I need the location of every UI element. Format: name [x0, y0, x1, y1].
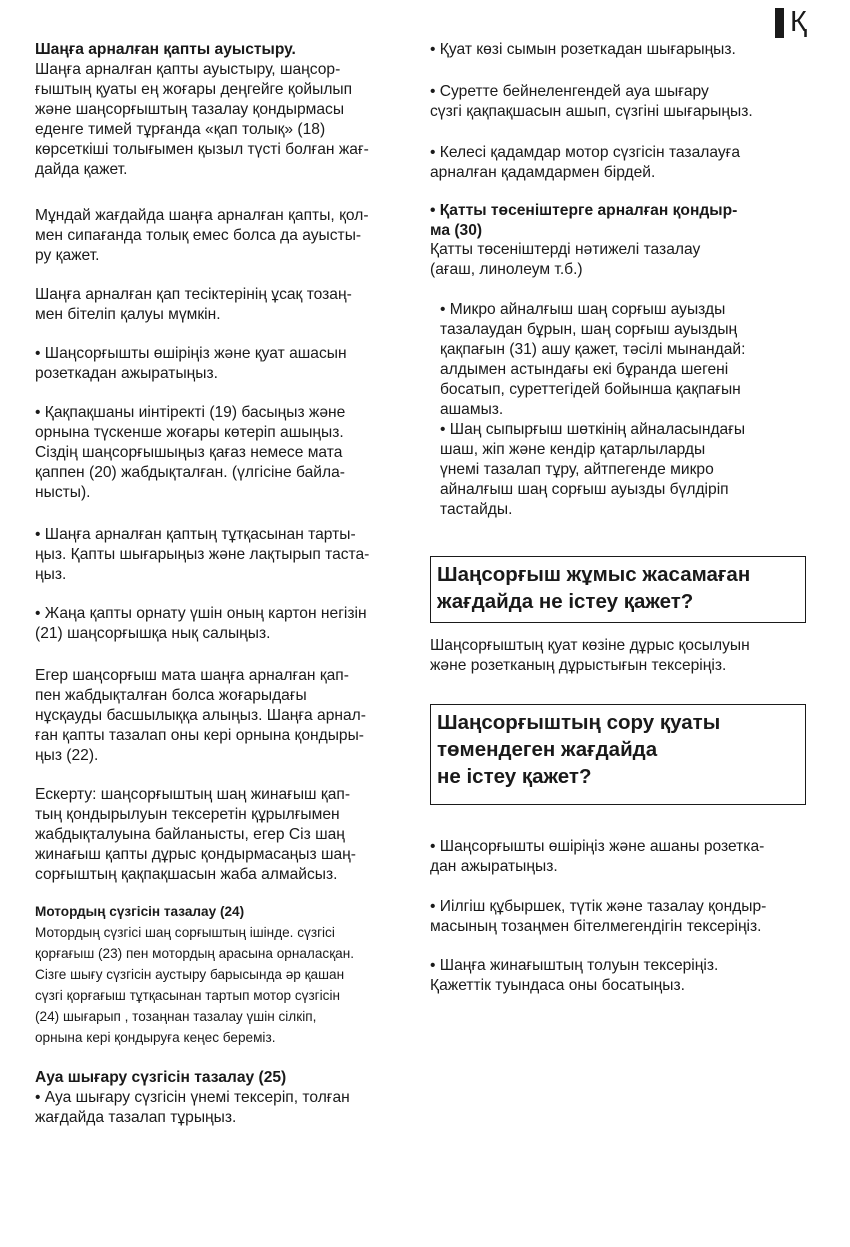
text-line: Шаңсорғыштың сору қуаты	[437, 711, 721, 734]
exhaust-filter-text	[35, 1088, 418, 1128]
text-line: ңыз (22).	[35, 747, 99, 764]
exhaust-filter-title: Ауа шығару сүзгісін тазалау (25)	[35, 1069, 287, 1086]
text-line: ашамыз.	[440, 401, 504, 418]
text-line: жабдықталуына байланысты, егер Сіз шаң	[35, 826, 345, 843]
text-line: • Шаңсорғышты өшіріңіз және ашаны розетка-	[430, 838, 765, 855]
text-line: • Суретте бейнеленгендей ауа шығару	[430, 83, 709, 100]
text-line: айналғыш шаң сорғыш ауызды бүлдіріп	[440, 481, 729, 498]
text-line: ма (30)	[430, 222, 483, 239]
text-line: төмендеген жағдайда	[437, 738, 658, 761]
low-suction-step-check-bag	[430, 956, 816, 996]
step-insert-new-bag	[35, 604, 418, 644]
text-line: ңыз. Қапты шығарыңыз және лақтырып таста-	[35, 546, 370, 563]
text-line: Егер шаңсорғыш мата шаңға арналған қап-	[35, 667, 349, 684]
text-line: алдымен астындағы екі бұранда шегені	[440, 361, 729, 378]
text-line: розеткадан ажыратыңыз.	[35, 365, 218, 382]
text-line: Шаңға арналған қап тесіктерінің ұсақ тозаң-	[35, 286, 352, 303]
text-line: тың қондырылуын тексеретін құрылғымен	[35, 806, 340, 823]
text-line: ңыз.	[35, 566, 67, 583]
text-line: дан ажыратыңыз.	[430, 858, 558, 875]
language-mark: Қ	[790, 6, 807, 38]
text-line: нұсқауды басшылыққа алыңыз. Шаңға арнал-	[35, 707, 366, 724]
open-exhaust-cover-step	[430, 82, 816, 122]
low-suction-step-switch-off	[430, 837, 816, 877]
motor-filter-title: Мотордың сүзгісін тазалау (24)	[35, 904, 245, 919]
text-line: сорғыштың қақпақшасын жаба алмайсыз.	[35, 866, 338, 883]
step-switch-off	[35, 344, 418, 384]
bag-replacement-title: Шаңға арналған қапты ауыстыру.	[35, 41, 296, 58]
text-line: орнына түскенше жоғары көтеріп ашыңыз.	[35, 424, 344, 441]
text-line: масының тозаңмен бітелмегендігін тексеріңіз.	[430, 918, 762, 935]
text-line: нысты).	[35, 484, 91, 501]
text-line: Мотордың сүзгісі шаң сорғыштың ішінде. сүзгісі	[35, 925, 335, 940]
hard-floor-nozzle-title	[430, 201, 816, 241]
bag-pores-clogged	[35, 285, 418, 325]
low-suction-heading-box	[430, 704, 806, 805]
text-line: • Шаң сыпырғыш шөткінің айналасындағы	[440, 421, 746, 438]
text-line: • Ауа шығару сүзгісін үнемі тексеріп, толған	[35, 1089, 350, 1106]
text-line: орнына кері қондыруға кеңес береміз.	[35, 1030, 276, 1045]
text-line: сүзгі қорғағыш тұтқасынан тартып мотор сүзгісін	[35, 988, 340, 1003]
text-line: • Жаңа қапты орнату үшін оның картон негізін	[35, 605, 367, 622]
text-line: үнемі тазалап тұру, айтпегенде микро	[440, 461, 714, 478]
text-line: мен сипағанда толық емес болса да ауысты-	[35, 227, 362, 244]
text-line: мен бітеліп қалуы мүмкін.	[35, 306, 221, 323]
text-line: тастайды.	[440, 501, 513, 518]
text-line: пен жабдықталған болса жоғарыдағы	[35, 687, 307, 704]
text-line: босатып, суреттегідей бойынша қақпағын	[440, 381, 741, 398]
text-line: және шаңсорғыштың тазалау қондырмасы	[35, 101, 345, 118]
step-remove-bag	[35, 525, 418, 585]
text-line: жағдайда тазалап тұрыңыз.	[35, 1109, 237, 1126]
text-line: • Қақпақшаны иінтіректі (19) басыңыз және	[35, 404, 346, 421]
text-line: Ескерту: шаңсорғыштың шаң жинағыш қап-	[35, 786, 351, 803]
section-tab-bar	[775, 8, 784, 38]
text-line: Сізге шығу сүзгісін аустыру барысында әр қашан	[35, 967, 345, 982]
unplug-step: • Қуат көзі сымын розеткадан шығарыңыз.	[430, 41, 736, 58]
bag-intro-paragraph	[35, 60, 418, 180]
text-line: • Қатты төсеніштерге арналған қондыр-	[430, 202, 738, 219]
micro-nozzle-open-cover	[430, 300, 816, 420]
text-line: және розетканың дұрыстығын тексеріңіз.	[430, 657, 727, 674]
text-line: не істеу қажет?	[437, 765, 592, 788]
text-line: шаш, жіп және кендір қатарлыларды	[440, 441, 706, 458]
text-line: (24) шығарып , тозаңнан тазалау үшін сілкіп,	[35, 1009, 317, 1024]
text-line: Мұндай жағдайда шаңға арналған қапты, қол-	[35, 207, 369, 224]
text-line: (21) шаңсорғышқа нық салыңыз.	[35, 625, 271, 642]
not-working-heading-box	[430, 556, 806, 623]
text-line: • Келесі қадамдар мотор сүзгісін тазалауға	[430, 144, 740, 161]
step-open-lid	[35, 403, 418, 503]
text-line: (ағаш, линолеум т.б.)	[430, 261, 583, 278]
text-line: сүзгі қақпақшасын ашып, сүзгіні шығарыңыз.	[430, 103, 753, 120]
not-working-check-text	[430, 636, 816, 676]
bag-replace-even-if-not-full	[35, 206, 418, 266]
text-line: Сіздің шаңсорғышыңыз қағаз немесе мата	[35, 444, 343, 461]
warning-note	[35, 785, 418, 885]
text-line: қақпағын (31) ашу қажет, тәсілі мынандай:	[440, 341, 746, 358]
text-line: дайда қажет.	[35, 161, 128, 178]
cloth-bag-paragraph	[35, 666, 418, 766]
text-line: арналған қадамдармен бірдей.	[430, 164, 656, 181]
text-line: • Шаңға жинағыштың толуын тексеріңіз.	[430, 957, 719, 974]
text-line: ғыштың қуаты ең жоғары деңгейге қойылып	[35, 81, 353, 98]
micro-nozzle-clean-brush	[430, 420, 816, 520]
text-line: еденге тимей тұрғанда «қап толық» (18)	[35, 121, 326, 138]
text-line: көрсеткіші толығымен қызыл түсті болған жағ-	[35, 141, 369, 158]
text-line: • Шаңға арналған қаптың тұтқасынан тарты-	[35, 526, 356, 543]
text-line: Қажеттік туындаса оны босатыңыз.	[430, 977, 685, 994]
text-line: Шаңға арналған қапты ауыстыру, шаңсор-	[35, 61, 341, 78]
text-line: • Иілгіш құбыршек, түтік және тазалау қондыр-	[430, 898, 767, 915]
text-line: ған қапты тазалап оны кері орнына қондыры-	[35, 727, 364, 744]
text-line: қорғағыш (23) пен мотордың арасына орналасқан.	[35, 946, 354, 961]
low-suction-step-check-hose	[430, 897, 816, 937]
text-line: • Микро айналғыш шаң сорғыш ауызды	[440, 301, 726, 318]
text-line: • Шаңсорғышты өшіріңіз және қуат ашасын	[35, 345, 347, 362]
text-line: ру қажет.	[35, 247, 100, 264]
hard-floor-nozzle-text	[430, 240, 816, 280]
text-line: Қатты төсеніштерді нәтижелі тазалау	[430, 241, 701, 258]
text-line: жинағыш қапты дұрыс қондырмасаңыз шаң-	[35, 846, 356, 863]
motor-filter-text	[35, 922, 418, 1048]
text-line: тазалаудан бұрын, шаң сорғыш ауыздың	[440, 321, 738, 338]
text-line: Шаңсорғыштың қуат көзіне дұрыс қосылуын	[430, 637, 750, 654]
text-line: жағдайда не істеу қажет?	[437, 590, 694, 613]
same-as-motor-filter-step	[430, 143, 816, 183]
text-line: қаппен (20) жабдықталған. (үлгісіне байла-	[35, 464, 345, 481]
text-line: Шаңсорғыш жұмыс жасамаған	[437, 563, 751, 586]
